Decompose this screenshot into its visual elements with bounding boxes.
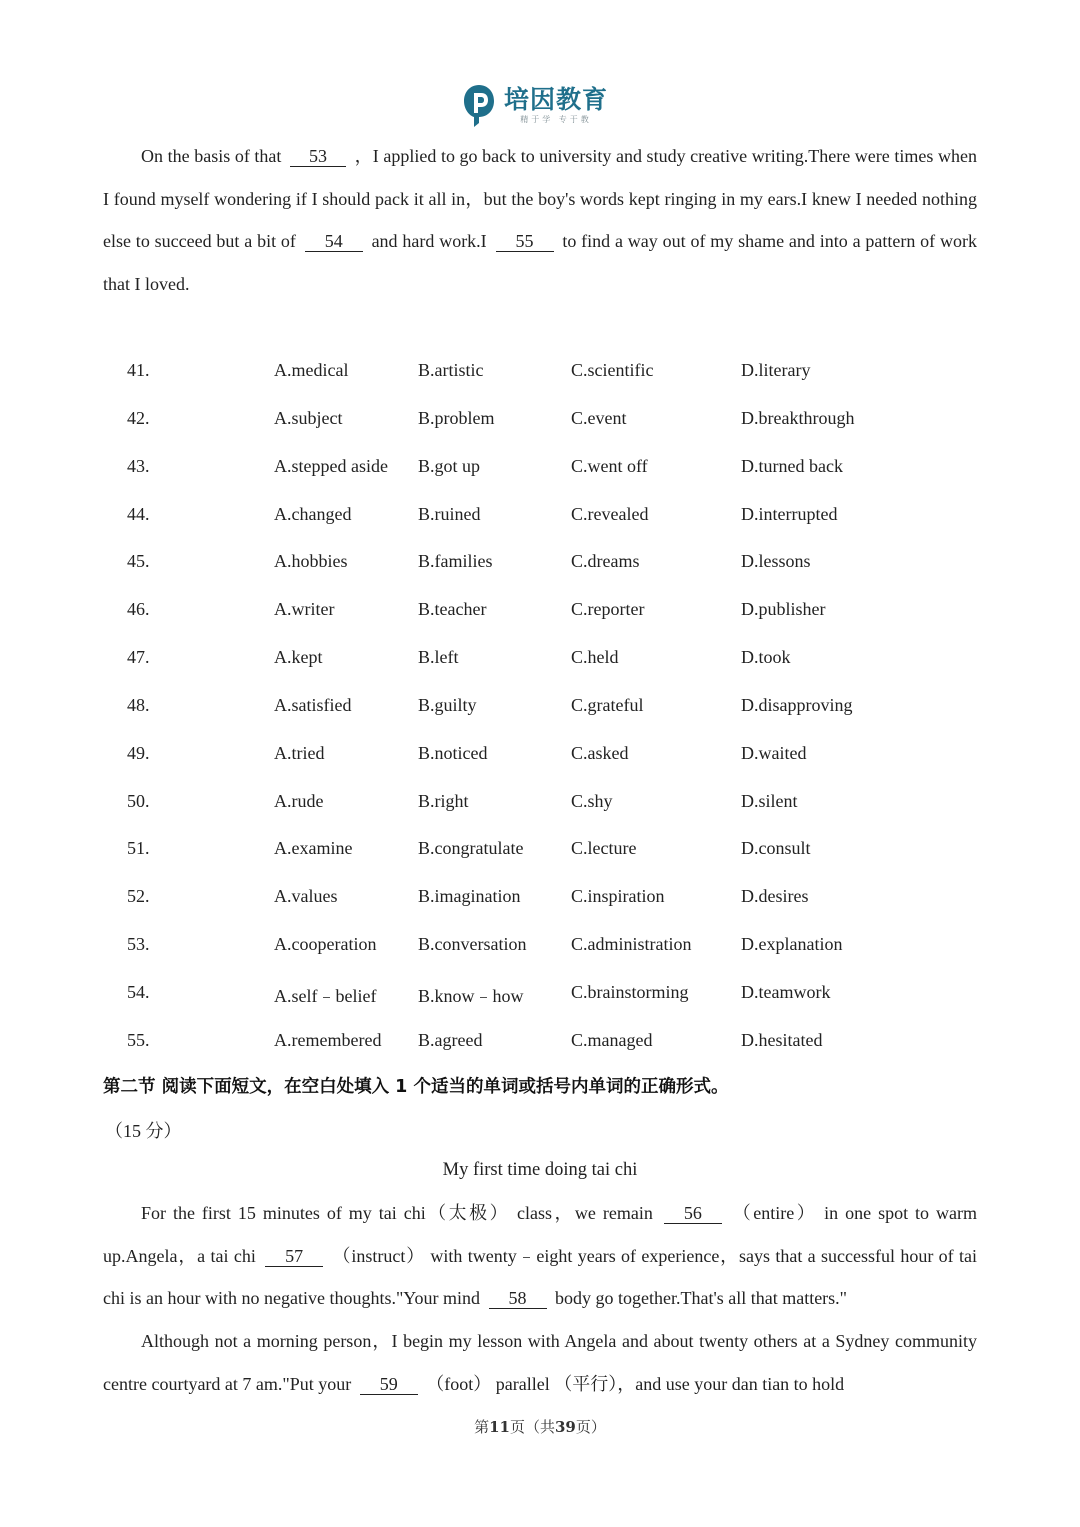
option-b: B.agreed — [418, 1029, 483, 1050]
footer-page-number: 11 — [489, 1418, 510, 1436]
option-c: C.grateful — [571, 694, 644, 715]
option-c: C.revealed — [571, 503, 649, 524]
blank-53: 53 — [290, 146, 346, 167]
option-c: C.dreams — [571, 551, 640, 572]
blank-54: 54 — [305, 231, 363, 252]
option-a: A.self﹣belief — [274, 985, 377, 1006]
story-title: My first time doing tai chi — [442, 1160, 638, 1180]
question-row — [127, 398, 977, 446]
option-b: B.guilty — [418, 694, 477, 715]
option-d: D.lessons — [741, 551, 811, 572]
question-number: 51. — [127, 838, 150, 859]
option-b: B.families — [418, 551, 493, 572]
option-a: A.subject — [274, 407, 343, 428]
logo-p-icon — [462, 83, 496, 129]
option-d: D.interrupted — [741, 503, 838, 524]
option-d: D.teamwork — [741, 981, 831, 1002]
passage-text: ，I applied to go back to university and study creative writing.There were times when I found myself wondering if I should pack it all in，but the boy's words kept ringing in my ears.I knew I needed nothing else to succeed but a bit of — [103, 146, 977, 251]
option-b: B.imagination — [418, 886, 521, 907]
option-d: D.took — [741, 647, 791, 668]
footer-suffix: 页） — [575, 1418, 606, 1436]
footer-mid: 页（共 — [509, 1418, 555, 1436]
story-paragraph-1 — [103, 1192, 977, 1320]
question-number: 41. — [127, 360, 150, 380]
question-row — [127, 733, 977, 781]
option-d: D.desires — [741, 886, 809, 907]
section-title: 第二节 阅读下面短文，在空白处填入 1 个适当的单词或括号内单词的正确形式。 — [103, 1077, 729, 1097]
option-b: B.teacher — [418, 599, 487, 620]
question-number: 44. — [127, 503, 150, 524]
brand-logo — [462, 80, 608, 132]
blank-58: 58 — [489, 1288, 547, 1309]
logo-slogan: 精于学 专于教 — [520, 115, 592, 124]
option-b: B.problem — [418, 407, 495, 428]
option-b: B.right — [418, 790, 469, 811]
blank-57: 57 — [265, 1246, 323, 1267]
option-a: A.changed — [274, 503, 352, 524]
option-b: B.noticed — [418, 742, 488, 763]
story-text: For the first 15 minutes of my tai chi（太极） class，we remain — [141, 1203, 653, 1223]
option-a: A.remembered — [274, 1029, 382, 1050]
question-number: 49. — [127, 742, 150, 763]
passage-end-paragraph — [103, 135, 977, 305]
question-number: 45. — [127, 551, 150, 572]
story-text: Although not a morning person，I begin my lesson with Angela and about twenty others at a Sydney community centre courtyard at 7 am."Put your — [103, 1331, 977, 1394]
question-number: 55. — [127, 1029, 150, 1050]
option-d: D.explanation — [741, 934, 843, 955]
question-row — [127, 972, 977, 1020]
option-a: A.satisfied — [274, 694, 352, 715]
question-row — [127, 350, 977, 398]
question-row — [127, 446, 977, 494]
option-d: D.hesitated — [741, 1029, 823, 1050]
question-row — [127, 781, 977, 829]
blank-59: 59 — [360, 1374, 418, 1395]
option-b: B.artistic — [418, 360, 484, 380]
option-a: A.writer — [274, 599, 335, 620]
question-number: 46. — [127, 599, 150, 620]
question-row — [127, 685, 977, 733]
option-a: A.hobbies — [274, 551, 348, 572]
blank-56: 56 — [664, 1203, 722, 1224]
passage-text: to find a way out of my shame and into a pattern of work that I loved. — [103, 231, 977, 294]
option-d: D.literary — [741, 360, 811, 380]
option-c: C.asked — [571, 742, 629, 763]
option-c: C.event — [571, 407, 627, 428]
option-d: D.turned back — [741, 455, 843, 476]
option-c: C.reporter — [571, 599, 645, 620]
option-c: C.brainstorming — [571, 981, 689, 1002]
option-d: D.silent — [741, 790, 798, 811]
option-c: C.went off — [571, 455, 648, 476]
option-a: A.stepped aside — [274, 455, 388, 476]
option-a: A.values — [274, 886, 338, 907]
question-number: 43. — [127, 455, 150, 476]
question-row — [127, 589, 977, 637]
option-a: A.examine — [274, 838, 353, 859]
option-b: B.conversation — [418, 934, 527, 955]
option-d: D.breakthrough — [741, 407, 855, 428]
option-c: C.administration — [571, 934, 692, 955]
option-a: A.tried — [274, 742, 325, 763]
question-number: 53. — [127, 934, 150, 955]
question-number: 42. — [127, 407, 150, 428]
question-row — [127, 924, 977, 972]
story-text: （instruct） with twenty﹣eight years of experience，says that a successful hour of tai chi is an hour with no negative thoughts."Your mind — [103, 1245, 978, 1308]
story-text: body go together.That's all that matters." — [555, 1288, 848, 1308]
passage-text: and hard work.I — [371, 231, 487, 251]
option-c: C.held — [571, 647, 619, 668]
option-b: B.ruined — [418, 503, 481, 524]
option-b: B.got up — [418, 455, 481, 476]
option-a: A.rude — [274, 790, 324, 811]
option-c: C.inspiration — [571, 886, 665, 907]
footer-prefix: 第 — [474, 1418, 490, 1436]
options-list — [127, 350, 977, 1068]
option-b: B.congratulate — [418, 838, 524, 859]
story-paragraph-2 — [103, 1320, 977, 1405]
option-d: D.consult — [741, 838, 811, 859]
option-b: B.know﹣how — [418, 985, 524, 1006]
section-score: （15 分） — [105, 1121, 182, 1141]
question-row — [127, 637, 977, 685]
page-footer — [0, 1416, 1080, 1437]
option-c: C.managed — [571, 1029, 653, 1050]
story-text: （foot） parallel （平行），and use your dan tian to hold — [426, 1373, 845, 1394]
question-number: 54. — [127, 981, 150, 1002]
question-row — [127, 541, 977, 589]
question-number: 52. — [127, 886, 150, 907]
question-number: 48. — [127, 694, 150, 715]
story-text: （entire） in one spot to warm up.Angela，a tai chi — [103, 1203, 977, 1266]
logo-name: 培因教育 — [504, 85, 609, 114]
option-d: D.disapproving — [741, 694, 853, 715]
option-c: C.shy — [571, 790, 613, 811]
option-a: A.cooperation — [274, 934, 377, 955]
question-row — [127, 1020, 977, 1068]
footer-page-total: 39 — [555, 1418, 576, 1436]
question-row — [127, 876, 977, 924]
option-b: B.left — [418, 647, 459, 668]
option-d: D.publisher — [741, 599, 826, 620]
option-c: C.scientific — [571, 360, 654, 380]
option-a: A.medical — [274, 360, 349, 380]
option-c: C.lecture — [571, 838, 637, 859]
question-row — [127, 828, 977, 876]
option-a: A.kept — [274, 647, 323, 668]
question-row — [127, 494, 977, 542]
question-number: 50. — [127, 790, 150, 811]
blank-55: 55 — [496, 231, 554, 252]
option-d: D.waited — [741, 742, 807, 763]
question-number: 47. — [127, 647, 150, 668]
passage-text: On the basis of that — [141, 146, 282, 166]
